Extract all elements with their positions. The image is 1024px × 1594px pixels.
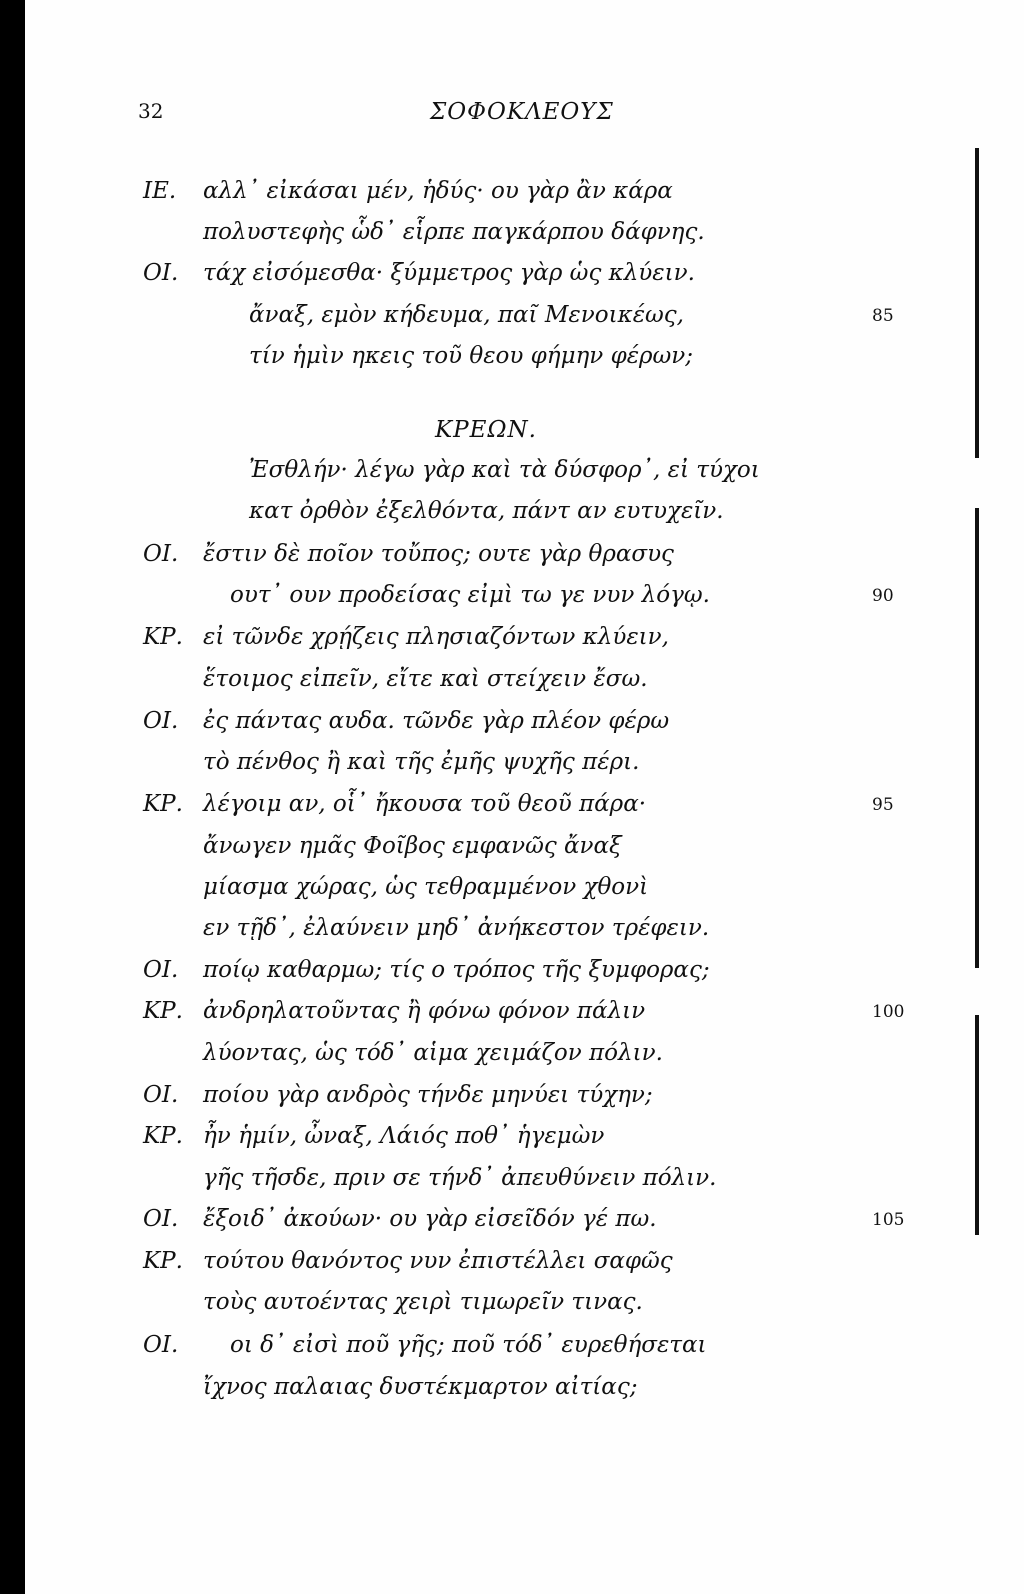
- verse-text: ἦν ἡμίν, ὦναξ, Λάιός ποθ᾽ ἡγεμὼν: [203, 1123, 605, 1149]
- verse-line: [25, 498, 1024, 538]
- verse-text: ἔστιν δὲ ποῖον τοὔπος; ουτε γὰρ θρασυς: [203, 541, 674, 567]
- verse-text: ἀνδρηλατοῦντας ἢ φόνω φόνον πάλιν: [203, 998, 646, 1024]
- verse-line: [25, 260, 1024, 300]
- speaker-label: ΟΙ.: [143, 957, 179, 983]
- verse-text: πολυστεφὴς ὧδ᾽ εἷρπε παγκάρπου δάφνης.: [203, 219, 705, 245]
- verse-line: [25, 1040, 1024, 1080]
- verse-line: [25, 915, 1024, 955]
- page-edge-mark: [975, 1015, 979, 1235]
- speaker-label: ΟΙ.: [143, 1206, 179, 1232]
- line-number: 85: [872, 306, 894, 326]
- speaker-label: ΟΙ.: [143, 260, 179, 286]
- speaker-label: ΟΙ.: [143, 1332, 179, 1358]
- verse-text: ἕτοιμος εἰπεῖν, εἴτε καὶ στείχειν ἔσω.: [203, 666, 648, 692]
- verse-text: ποίῳ καθαρμω; τίς ο τρόπος τῆς ξυμφορας;: [203, 957, 710, 983]
- verse-text: εν τῇδ᾽, ἐλαύνειν μηδ᾽ ἀνήκεστον τρέφειν.: [203, 915, 710, 941]
- verse-text: τούτου θανόντος νυν ἐπιστέλλει σαφῶς: [203, 1248, 673, 1274]
- verse-line: [25, 833, 1024, 873]
- verse-text: τίν ἡμὶν ηκεις τοῦ θεου φήμην φέρων;: [249, 343, 694, 369]
- verse-line: [25, 302, 1024, 342]
- verse-text: λύοντας, ὡς τόδ᾽ αἱμα χειμάζον πόλιν.: [203, 1040, 663, 1066]
- verse-line: [25, 457, 1024, 497]
- verse-line: [25, 582, 1024, 622]
- verse-line: [25, 1206, 1024, 1246]
- verse-text: λέγοιμ αν, οἷ᾽ ἤκουσα τοῦ θεοῦ πάρα·: [203, 791, 647, 817]
- verse-text: ἐς πάντας αυδα. τῶνδε γὰρ πλέον φέρω: [203, 708, 670, 734]
- speaker-label: ΟΙ.: [143, 1082, 179, 1108]
- verse-line: [25, 749, 1024, 789]
- verse-line: [25, 1289, 1024, 1329]
- verse-line: [25, 541, 1024, 581]
- verse-line: [25, 666, 1024, 706]
- verse-line: [25, 1332, 1024, 1372]
- line-number: 95: [872, 795, 894, 815]
- verse-text: μίασμα χώρας, ὡς τεθραμμένον χθονὶ: [203, 874, 649, 900]
- speaker-label: ΟΙ.: [143, 708, 179, 734]
- verse-text: τάχ εἰσόμεσθα· ξύμμετρος γὰρ ὡς κλύειν.: [203, 260, 695, 286]
- verse-line: [25, 1248, 1024, 1288]
- verse-text: ἴχνος παλαιας δυστέκμαρτον αἰτίας;: [203, 1374, 638, 1400]
- line-number: 105: [872, 1210, 905, 1230]
- verse-line: [25, 874, 1024, 914]
- line-number: 100: [872, 1002, 905, 1022]
- verse-line: [25, 343, 1024, 383]
- verse-text: κατ ὀρθὸν ἐξελθόντα, πάντ αν ευτυχεῖν.: [249, 498, 724, 524]
- verse-text: οι δ᾽ εἰσὶ ποῦ γῆς; ποῦ τόδ᾽ ευρεθήσεται: [230, 1332, 707, 1358]
- page-number: 32: [138, 99, 164, 123]
- speaker-label: ΚΡ.: [143, 624, 183, 650]
- verse-line: [25, 1123, 1024, 1163]
- line-number: 90: [872, 586, 894, 606]
- verse-line: [25, 708, 1024, 748]
- verse-text: Ἐσθλήν· λέγω γὰρ καὶ τὰ δύσφορ᾽, εἰ τύχοι: [249, 457, 760, 483]
- book-page: [25, 0, 1024, 1594]
- verse-text: ουτ᾽ ουν προδείσας εἰμὶ τω γε νυν λόγῳ.: [230, 582, 710, 608]
- verse-text: ποίου γὰρ ανδρὸς τήνδε μηνύει τύχην;: [203, 1082, 653, 1108]
- verse-text: τοὺς αυτοέντας χειρὶ τιμωρεῖν τινας.: [203, 1289, 643, 1315]
- verse-text: ἔξοιδ᾽ ἀκούων· ου γὰρ εἰσεῖδόν γέ πω.: [203, 1206, 657, 1232]
- speaker-label: ΚΡ.: [143, 791, 183, 817]
- verse-text: τὸ πένθος ἢ καὶ τῆς ἐμῆς ψυχῆς πέρι.: [203, 749, 640, 775]
- speaker-label: ΟΙ.: [143, 541, 179, 567]
- page-edge-mark: [975, 508, 979, 968]
- verse-line: [25, 219, 1024, 259]
- speaker-heading: ΚΡΕΩΝ.: [435, 417, 537, 443]
- verse-text: ἄναξ, εμὸν κήδευμα, παῖ Μενοικέως,: [249, 302, 684, 328]
- speaker-label: ΚΡ.: [143, 1123, 183, 1149]
- verse-line: [25, 957, 1024, 997]
- verse-text: γῆς τῆσδε, πριν σε τήνδ᾽ ἀπευθύνειν πόλιν.: [203, 1165, 717, 1191]
- verse-text: αλλ᾽ εἰκάσαι μέν, ἡδύς· ου γὰρ ἂν κάρα: [203, 178, 673, 204]
- verse-line: [25, 624, 1024, 664]
- verse-text: ἄνωγεν ημᾶς Φοῖβος εμφανῶς ἄναξ: [203, 833, 622, 859]
- speaker-label: ΚΡ.: [143, 998, 183, 1024]
- verse-text: εἰ τῶνδε χρῄζεις πλησιαζόντων κλύειν,: [203, 624, 669, 650]
- verse-line: [25, 178, 1024, 218]
- verse-line: [25, 791, 1024, 831]
- verse-line: [25, 998, 1024, 1038]
- speaker-label: ΙΕ.: [143, 178, 177, 204]
- speaker-label: ΚΡ.: [143, 1248, 183, 1274]
- verse-line: [25, 1165, 1024, 1205]
- verse-line: [25, 1082, 1024, 1122]
- verse-line: [25, 1374, 1024, 1414]
- running-title: ΣΟΦΟΚΛΕΟΥΣ: [430, 99, 614, 125]
- page-edge-mark: [975, 148, 979, 458]
